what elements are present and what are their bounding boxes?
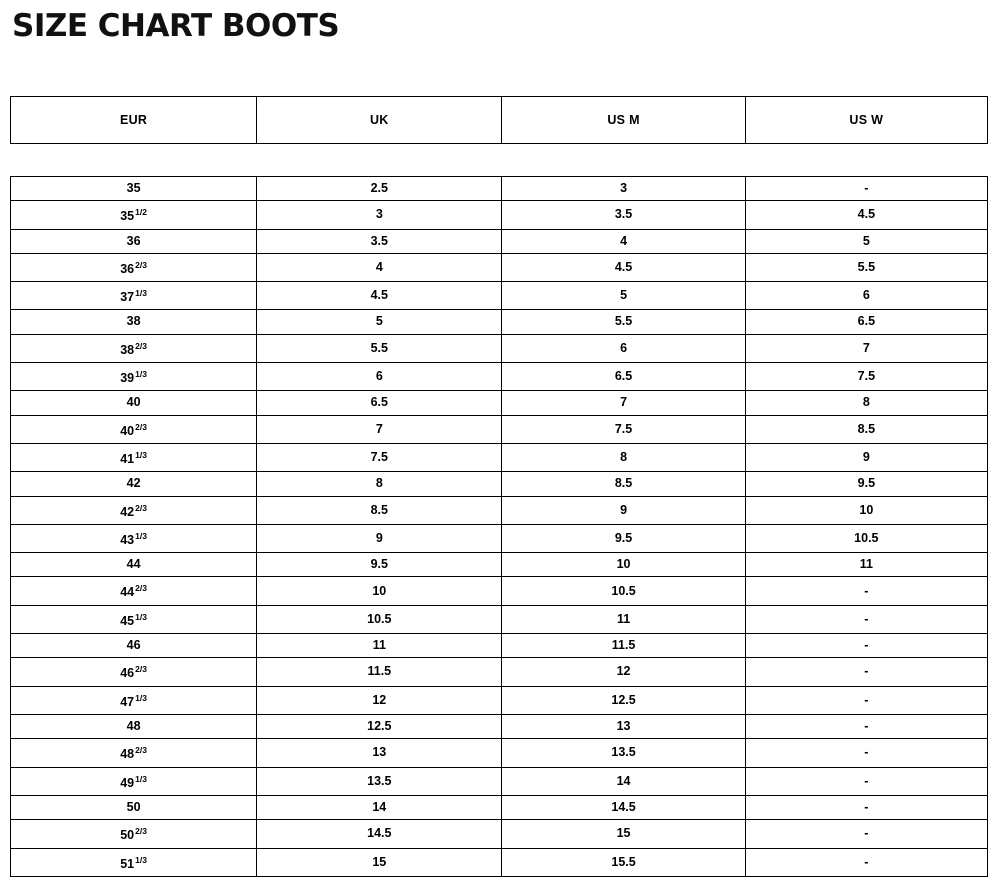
eur-size-value: 35	[120, 209, 135, 224]
cell-eur	[11, 334, 257, 362]
size-chart-table	[10, 176, 988, 877]
cell-uk: 8	[257, 472, 502, 496]
cell-eur	[11, 658, 257, 686]
cell-us-m: 4.5	[502, 253, 745, 281]
cell-uk: 7.5	[257, 443, 502, 471]
cell-uk: 3	[257, 201, 502, 229]
cell-eur	[11, 686, 257, 714]
cell-us-m: 7	[502, 391, 745, 415]
table-row	[11, 472, 988, 496]
table-row	[11, 634, 988, 658]
cell-us-w: -	[745, 686, 987, 714]
cell-uk: 13.5	[257, 767, 502, 795]
table-row	[11, 334, 988, 362]
cell-uk: 4.5	[257, 282, 502, 310]
cell-eur	[11, 605, 257, 633]
eur-size-fraction: 2/3	[135, 502, 147, 513]
cell-uk: 13	[257, 739, 502, 767]
size-chart-header-table	[10, 96, 988, 144]
eur-size-fraction: 1/3	[135, 692, 147, 703]
cell-eur	[11, 415, 257, 443]
cell-us-w: 9	[745, 443, 987, 471]
eur-size-fraction: 2/3	[135, 826, 147, 837]
cell-eur	[11, 363, 257, 391]
cell-us-m: 11.5	[502, 634, 745, 658]
cell-uk: 4	[257, 253, 502, 281]
table-row	[11, 391, 988, 415]
table-row	[11, 577, 988, 605]
eur-size-fraction: 2/3	[135, 259, 147, 270]
cell-uk: 15	[257, 848, 502, 876]
table-row	[11, 715, 988, 739]
cell-us-w: -	[745, 820, 987, 848]
cell-us-m: 6	[502, 334, 745, 362]
eur-size-value: 44	[120, 585, 135, 600]
cell-uk: 12	[257, 686, 502, 714]
cell-us-m: 13	[502, 715, 745, 739]
page-title: SIZE CHART BOOTS	[12, 8, 340, 44]
cell-us-w: -	[745, 577, 987, 605]
column-header-us-w: US W	[745, 97, 987, 144]
cell-us-m: 13.5	[502, 739, 745, 767]
cell-eur	[11, 177, 257, 201]
cell-eur	[11, 201, 257, 229]
cell-us-w: 10	[745, 496, 987, 524]
cell-us-m: 9.5	[502, 524, 745, 552]
eur-size-value: 48	[126, 719, 141, 734]
eur-size-fraction: 1/3	[135, 369, 147, 380]
cell-us-w: -	[745, 796, 987, 820]
cell-us-m: 12.5	[502, 686, 745, 714]
cell-us-w: 5	[745, 229, 987, 253]
table-row	[11, 524, 988, 552]
cell-eur	[11, 739, 257, 767]
table-row	[11, 605, 988, 633]
cell-eur	[11, 820, 257, 848]
table-row	[11, 415, 988, 443]
cell-uk: 10.5	[257, 605, 502, 633]
cell-us-m: 10	[502, 553, 745, 577]
eur-size-value: 36	[126, 233, 141, 248]
cell-eur	[11, 634, 257, 658]
cell-us-m: 5.5	[502, 310, 745, 334]
size-chart-body	[11, 177, 988, 877]
eur-size-value: 36	[120, 261, 135, 276]
eur-size-value: 51	[120, 856, 135, 871]
cell-us-m: 12	[502, 658, 745, 686]
cell-uk: 2.5	[257, 177, 502, 201]
eur-size-value: 38	[126, 314, 141, 329]
table-row	[11, 796, 988, 820]
cell-uk: 14.5	[257, 820, 502, 848]
table-row	[11, 496, 988, 524]
eur-size-fraction: 1/3	[135, 854, 147, 865]
cell-eur	[11, 472, 257, 496]
cell-us-m: 9	[502, 496, 745, 524]
eur-size-value: 42	[120, 504, 135, 519]
cell-us-w: 6.5	[745, 310, 987, 334]
cell-uk: 11	[257, 634, 502, 658]
column-header-eur: EUR	[11, 97, 257, 144]
table-row	[11, 686, 988, 714]
eur-size-value: 46	[126, 638, 141, 653]
cell-us-m: 10.5	[502, 577, 745, 605]
table-row	[11, 253, 988, 281]
cell-us-w: 8.5	[745, 415, 987, 443]
eur-size-value: 43	[120, 533, 135, 548]
cell-uk: 9.5	[257, 553, 502, 577]
cell-us-w: 4.5	[745, 201, 987, 229]
cell-eur	[11, 229, 257, 253]
eur-size-value: 49	[120, 775, 135, 790]
cell-uk: 5	[257, 310, 502, 334]
eur-size-value: 50	[126, 800, 141, 815]
eur-size-fraction: 1/3	[135, 449, 147, 460]
cell-uk: 10	[257, 577, 502, 605]
cell-eur	[11, 524, 257, 552]
cell-us-w: 9.5	[745, 472, 987, 496]
eur-size-value: 50	[120, 828, 135, 843]
cell-uk: 8.5	[257, 496, 502, 524]
eur-size-value: 44	[126, 557, 141, 572]
eur-size-value: 42	[126, 476, 141, 491]
table-row	[11, 310, 988, 334]
eur-size-value: 37	[120, 290, 135, 305]
cell-us-w: -	[745, 177, 987, 201]
cell-uk: 6.5	[257, 391, 502, 415]
cell-uk: 11.5	[257, 658, 502, 686]
cell-us-m: 5	[502, 282, 745, 310]
cell-eur	[11, 253, 257, 281]
cell-us-m: 15	[502, 820, 745, 848]
cell-us-m: 7.5	[502, 415, 745, 443]
eur-size-fraction: 2/3	[135, 340, 147, 351]
cell-eur	[11, 553, 257, 577]
cell-us-m: 15.5	[502, 848, 745, 876]
cell-eur	[11, 767, 257, 795]
cell-eur	[11, 391, 257, 415]
eur-size-fraction: 1/3	[135, 530, 147, 541]
cell-us-w: -	[745, 848, 987, 876]
eur-size-value: 35	[126, 181, 141, 195]
cell-uk: 3.5	[257, 229, 502, 253]
cell-us-m: 4	[502, 229, 745, 253]
eur-size-value: 46	[120, 666, 135, 681]
eur-size-value: 47	[120, 694, 135, 709]
cell-us-m: 3.5	[502, 201, 745, 229]
eur-size-value: 40	[126, 395, 141, 410]
cell-uk: 9	[257, 524, 502, 552]
table-row	[11, 177, 988, 201]
cell-uk: 12.5	[257, 715, 502, 739]
cell-us-w: -	[745, 605, 987, 633]
table-row	[11, 820, 988, 848]
cell-uk: 5.5	[257, 334, 502, 362]
eur-size-value: 48	[120, 747, 135, 762]
table-header-row	[11, 97, 988, 144]
table-row	[11, 553, 988, 577]
eur-size-fraction: 1/3	[135, 288, 147, 299]
cell-uk: 7	[257, 415, 502, 443]
cell-us-w: 7	[745, 334, 987, 362]
cell-us-w: 11	[745, 553, 987, 577]
cell-us-w: 10.5	[745, 524, 987, 552]
table-row	[11, 229, 988, 253]
table-row	[11, 201, 988, 229]
cell-us-w: -	[745, 634, 987, 658]
table-row	[11, 282, 988, 310]
eur-size-fraction: 2/3	[135, 421, 147, 432]
cell-us-w: -	[745, 739, 987, 767]
cell-us-m: 8.5	[502, 472, 745, 496]
cell-eur	[11, 848, 257, 876]
cell-us-w: 5.5	[745, 253, 987, 281]
table-row	[11, 739, 988, 767]
cell-us-w: -	[745, 658, 987, 686]
cell-eur	[11, 282, 257, 310]
eur-size-fraction: 2/3	[135, 583, 147, 594]
eur-size-fraction: 2/3	[135, 745, 147, 756]
cell-eur	[11, 310, 257, 334]
cell-uk: 6	[257, 363, 502, 391]
cell-us-m: 8	[502, 443, 745, 471]
eur-size-value: 39	[120, 371, 135, 386]
eur-size-fraction: 2/3	[135, 664, 147, 675]
column-header-uk: UK	[257, 97, 502, 144]
table-row	[11, 443, 988, 471]
cell-eur	[11, 796, 257, 820]
cell-us-m: 14	[502, 767, 745, 795]
cell-eur	[11, 496, 257, 524]
eur-size-value: 45	[120, 613, 135, 628]
eur-size-fraction: 1/3	[135, 611, 147, 622]
cell-us-w: 6	[745, 282, 987, 310]
table-row	[11, 658, 988, 686]
table-row	[11, 363, 988, 391]
cell-us-w: 8	[745, 391, 987, 415]
column-header-us-m: US M	[502, 97, 745, 144]
eur-size-value: 40	[120, 423, 135, 438]
cell-us-m: 14.5	[502, 796, 745, 820]
eur-size-value: 41	[120, 452, 135, 467]
eur-size-fraction: 1/3	[135, 773, 147, 784]
cell-us-m: 6.5	[502, 363, 745, 391]
cell-us-w: 7.5	[745, 363, 987, 391]
cell-us-m: 11	[502, 605, 745, 633]
table-row	[11, 848, 988, 876]
cell-us-w: -	[745, 767, 987, 795]
cell-us-w: -	[745, 715, 987, 739]
cell-uk: 14	[257, 796, 502, 820]
eur-size-fraction: 1/2	[135, 207, 147, 218]
cell-eur	[11, 715, 257, 739]
cell-us-m: 3	[502, 177, 745, 201]
cell-eur	[11, 443, 257, 471]
eur-size-value: 38	[120, 342, 135, 357]
table-row	[11, 767, 988, 795]
cell-eur	[11, 577, 257, 605]
